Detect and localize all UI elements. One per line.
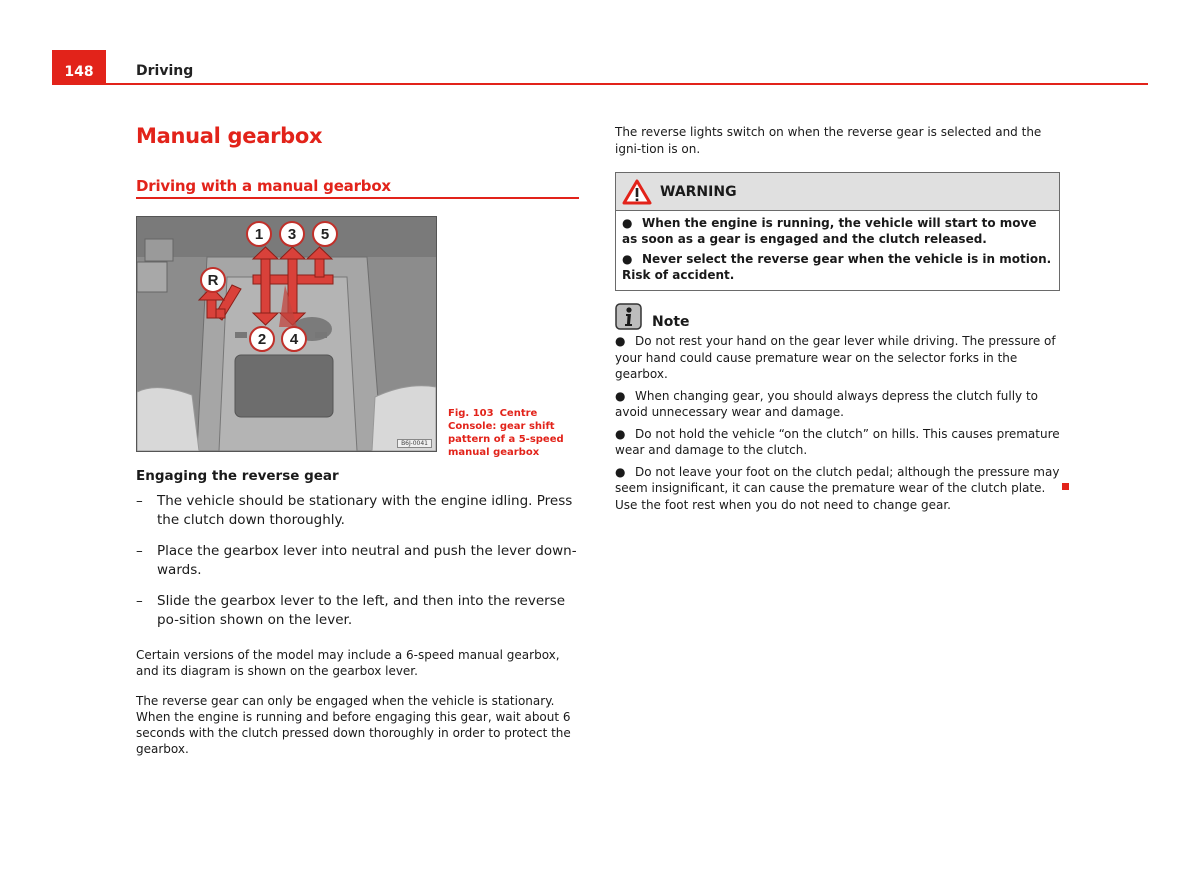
gear-shift-figure [136, 216, 437, 452]
note-item [615, 426, 1060, 459]
step-text: Slide the gearbox lever to the left, and then into the reverse po-sition shown on the lever. [157, 593, 566, 628]
reverse-lights-paragraph: The reverse lights switch on when the reverse gear is selected and the igni-tion is on. [615, 125, 1042, 156]
warning-item [622, 251, 1053, 283]
paragraph-reverse-engage: The reverse gear can only be engaged when the vehicle is stationary. When the engine is running and before engaging this gear, wait about 6 seconds with the clutch pressed down thoroughly in order to protect the gearbox. [136, 694, 571, 756]
figure-number: Fig. 103 [448, 408, 494, 419]
section-heading-divider [136, 197, 579, 199]
warning-box [615, 172, 1060, 291]
note-text: When changing gear, you should always depress the clutch fully to avoid unnecessary wear and damage. [615, 388, 1039, 419]
step-text: The vehicle should be stationary with the engine idling. Press the clutch down thoroughly. [157, 493, 573, 528]
header-divider [52, 83, 1148, 85]
bullet-marker: ● [622, 216, 633, 230]
figure-caption [448, 407, 583, 459]
step-item [136, 592, 581, 630]
svg-text:3: 3 [287, 226, 297, 243]
bullet-marker: ● [615, 426, 626, 441]
page-number: 148 [52, 50, 106, 85]
page-heading: Manual gearbox [136, 124, 323, 148]
note-title: Note [652, 314, 690, 330]
section-end-marker [1062, 483, 1069, 490]
note-item [615, 333, 1060, 383]
bullet-marker: ● [615, 388, 626, 403]
bullet-marker: ● [615, 334, 626, 348]
gear-reverse-label [201, 268, 225, 292]
warning-header [616, 173, 1059, 211]
note-text: Do not rest your hand on the gear lever while driving. The pressure of your hand could cause premature wear on the selector forks in the gearbox. [615, 334, 1056, 381]
svg-text:1: 1 [254, 226, 264, 243]
svg-text:2: 2 [257, 331, 267, 348]
paragraph-six-speed: Certain versions of the model may include a 6-speed manual gearbox, and its diagram is shown on the gearbox lever. [136, 648, 560, 678]
gear-2-label [250, 327, 274, 351]
warning-text: When the engine is running, the vehicle will start to move as soon as a gear is engaged and the clutch released. [622, 216, 1037, 246]
gear-5-label [313, 222, 337, 246]
figure-code: B6J-0041 [397, 439, 432, 448]
info-icon [615, 303, 642, 330]
dash-marker: – [136, 593, 143, 609]
step-text: Place the gearbox lever into neutral and push the lever down-wards. [157, 543, 577, 578]
step-item [136, 542, 581, 580]
note-item [615, 388, 1060, 421]
reverse-gear-steps [136, 492, 581, 642]
bullet-marker: ● [615, 464, 626, 479]
note-item [615, 464, 1060, 514]
svg-text:4: 4 [289, 331, 299, 348]
svg-text:5: 5 [320, 226, 330, 243]
note-text: Do not hold the vehicle “on the clutch” on hills. This causes premature wear and damage to the clutch. [615, 426, 1060, 457]
note-header [615, 302, 690, 330]
reverse-gear-heading: Engaging the reverse gear [136, 468, 339, 484]
bullet-marker: ● [622, 252, 633, 266]
section-heading: Driving with a manual gearbox [136, 177, 391, 195]
section-title: Driving [136, 63, 194, 79]
figure-caption-text: Centre Console: gear shift pattern of a 5-speed manual gearbox [448, 408, 564, 458]
dash-marker: – [136, 543, 143, 559]
gear-shift-illustration [137, 217, 436, 451]
note-body [615, 333, 1060, 518]
warning-item [622, 215, 1053, 247]
note-text: Do not leave your foot on the clutch pedal; although the pressure may seem insignificant, it can cause the premature wear of the clutch plate. Use the foot rest when you do not need to change gear. [615, 464, 1060, 512]
gear-1-label [247, 222, 271, 246]
dash-marker: – [136, 493, 143, 509]
warning-body [616, 211, 1059, 290]
gear-3-label [280, 222, 304, 246]
svg-text:R: R [207, 272, 219, 289]
warning-triangle-icon [622, 179, 652, 205]
warning-text: Never select the reverse gear when the vehicle is in motion. Risk of accident. [622, 252, 1052, 282]
step-item [136, 492, 581, 530]
warning-title: WARNING [660, 183, 737, 200]
gear-4-label [282, 327, 306, 351]
